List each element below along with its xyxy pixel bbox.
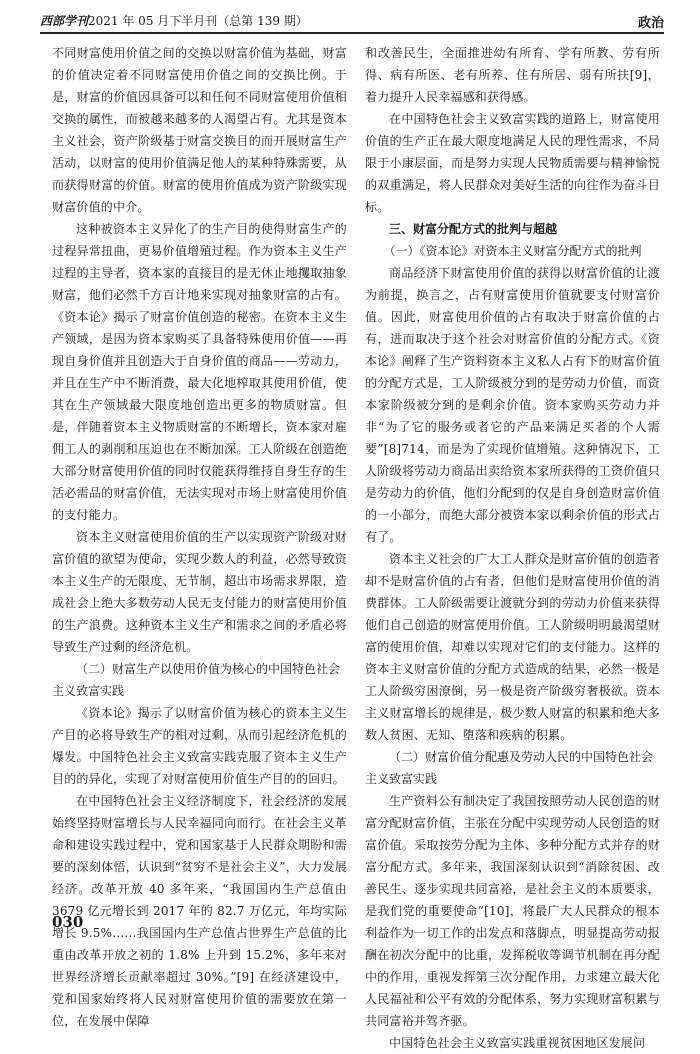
paragraph: 不同财富使用价值之间的交换以财富价值为基础，财富的价值决定着不同财富使用价值之间的交换比例。于是，财富的价值因具备可以和任何不同财富使用价值相交换的属性，而被越来越多的人渴望占有。尤其是资本主义社会，资产阶级基于财富交换目的而开展财富生产活动，以财富的使用价值满足他人的某种特殊需要，从而获得财富的价值。财富的使用价值成为资产阶级实现财富价值的中介。 [52, 46, 347, 214]
paragraph: 商品经济下财富使用价值的获得以财富价值的让渡为前提，换言之，占有财富使用价值就要支付财富价值。因此，财富使用价值的占有取决于财富价值的占有，进而取决于这个社会对财富价值的分配方式。《资本论》阐释了生产资料资本主义私人占有下的财富价值的分配方式是，工人阶级被分到的是劳动力价值，而资本家阶级被分到的是剩余价值。资本家购买劳动力并非“为了它的服务或者它的产品来满足买者的个人需要”[8]714，而是为了实现价值增殖。这种情况下，工人阶级将劳动力商品出卖给资本家所获得的工资价值只是劳动力的价值，他们分配到的仅是自身创造财富价值的一小部分，而绝大部分被资本家以剩余价值的形式占有了。 [365, 266, 660, 544]
journal-name: 西部学刊 [40, 14, 89, 28]
paragraph: 中国特色社会主义致富实践重视贫困地区发展问 [389, 1036, 646, 1050]
paragraph: 在中国特色社会主义经济制度下，社会经济的发展始终坚持财富增长与人民幸福同向而行。在社会主义革命和建设实践过程中，党和国家基于人民群众期盼和需要的深刻体悟，认识到“贫穷不是社会主义”，大力发展经济。改革开放 40 多年来，“我国国内生产总值由 3679 亿元增长到 2017 年的 82.7 万亿元，年均实际增长 9.5%……我国国内生产总值占世界生产总值的比重由改革开放之初的 1.8% 上升到 15.2%，多年来对世界经济增长贡献率超过 30%。”[9] 在经济建设中，党和国家始终将人民对财富使用价值的需要放在第一位，在发展中保障 [52, 794, 347, 1028]
paragraph: 资本主义社会的广大工人群众是财富价值的创造者却不是财富价值的占有者，但他们是财富使用价值的消费群体。工人阶级需要让渡就分到的劳动力价值来获得他们自己创造的财富使用价值。工人阶级明明最渴望财富的使用价值，却难以实现对它们的支付能力。这样的资本主义财富价值的分配方式造成的结果，必然一极是工人阶级穷困潦倒，另一极是资产阶级穷奢极欲。资本主义财富增长的规律是，极少数人财富的积累和绝大多数人贫困、无知、堕落和疾病的积累。 [365, 552, 660, 742]
paragraph: 《资本论》揭示了以财富价值为核心的资本主义生产目的必将导致生产的相对过剩，从而引起经济危机的爆发。中国特色社会主义致富实践克服了资本主义生产目的的异化，实现了对财富使用价值生产目的的回归。 [52, 706, 347, 786]
paragraph: 和改善民生，全面推进幼有所育、学有所教、劳有所得、病有所医、老有所养、住有所居、弱有所扶[9]，着力提升人民幸福感和获得感。 [365, 46, 660, 104]
section-heading: （一）《资本论》对资本主义财富分配方式的批判 [383, 244, 642, 258]
paragraph: 这种被资本主义异化了的生产目的使得财富生产的过程异常扭曲，更易价值增殖过程。作为资本主义生产过程的主导者，资本家的直接目的是无休止地攫取抽象财富，他们必然千方百计地来实现对抽象财富的占有。《资本论》揭示了财富价值创造的秘密。在资本主义生产领域，是因为资本家购买了具备特殊使用价值——再现自身价值并且创造大于自身价值的商品——劳动力，并且在生产中不断消费，最大化地榨取其使用价值，使其在生产领域最大限度地创造出更多的物质财富。但是，伴随着资本主义物质财富的不断增长，资本家对雇佣工人的剥削和压迫也在不断加深。工人阶级在创造绝大部分财富使用价值的同时仅能获得维持自身生存的生活必需品的财富价值，无法实现对市场上财富使用价值的支付能力。 [52, 222, 347, 522]
page-number: 030 [52, 913, 84, 931]
section-heading: 三、财富分配方式的批判与超越 [389, 222, 558, 236]
header-rule [40, 32, 664, 34]
page-header [40, 10, 664, 32]
paragraph: 生产资料公有制决定了我国按照劳动人民创造的财富分配财富价值，主张在分配中实现劳动人民创造的财富价值。采取按劳分配为主体、多种分配方式并存的财富分配方式。多年来，我国深刻认识到“消除贫困、改善民生、逐步实现共同富裕，是社会主义的本质要求，是我们党的重要使命”[10]，将最广大人民群众的根本利益作为一切工作的出发点和落脚点，明显提高劳动报酬在初次分配中的比重，发挥税收等调节机制在再分配中的作用，重视发挥第三次分配作用，力求建立最大化人民福祉和公平有效的分配体系，努力实现财富积累与共同富裕并驾齐驱。 [365, 794, 660, 1028]
paragraph: 在中国特色社会主义致富实践的道路上，财富使用价值的生产正在最大限度地满足人民的理性需求，不局限于小康层面，而是努力实现人民物质需要与精神愉悦的双重满足，将人民群众对美好生活的向往作为奋斗目标。 [365, 112, 660, 214]
section-label: 政治 [637, 16, 664, 31]
right-column [365, 42, 660, 1050]
header-left [40, 12, 308, 29]
paragraph: 资本主义财富使用价值的生产以实现资产阶级对财富价值的欲望为使命，实现少数人的利益，必然导致资本主义生产的无限度、无节制，超出市场需求界限，造成社会上绝大多数劳动人民无支付能力的财富使用价值的生产浪费。这种资本主义生产和需求之间的矛盾必将导致生产过剩的经济危机。 [52, 530, 347, 654]
section-heading: （二）财富生产以使用价值为核心的中国特色社会主义致富实践 [52, 662, 341, 698]
section-heading: （二）财富价值分配惠及劳动人民的中国特色社会主义致富实践 [365, 750, 654, 786]
issue-info: 2021 年 05 月下半月刊（总第 139 期） [88, 14, 308, 28]
